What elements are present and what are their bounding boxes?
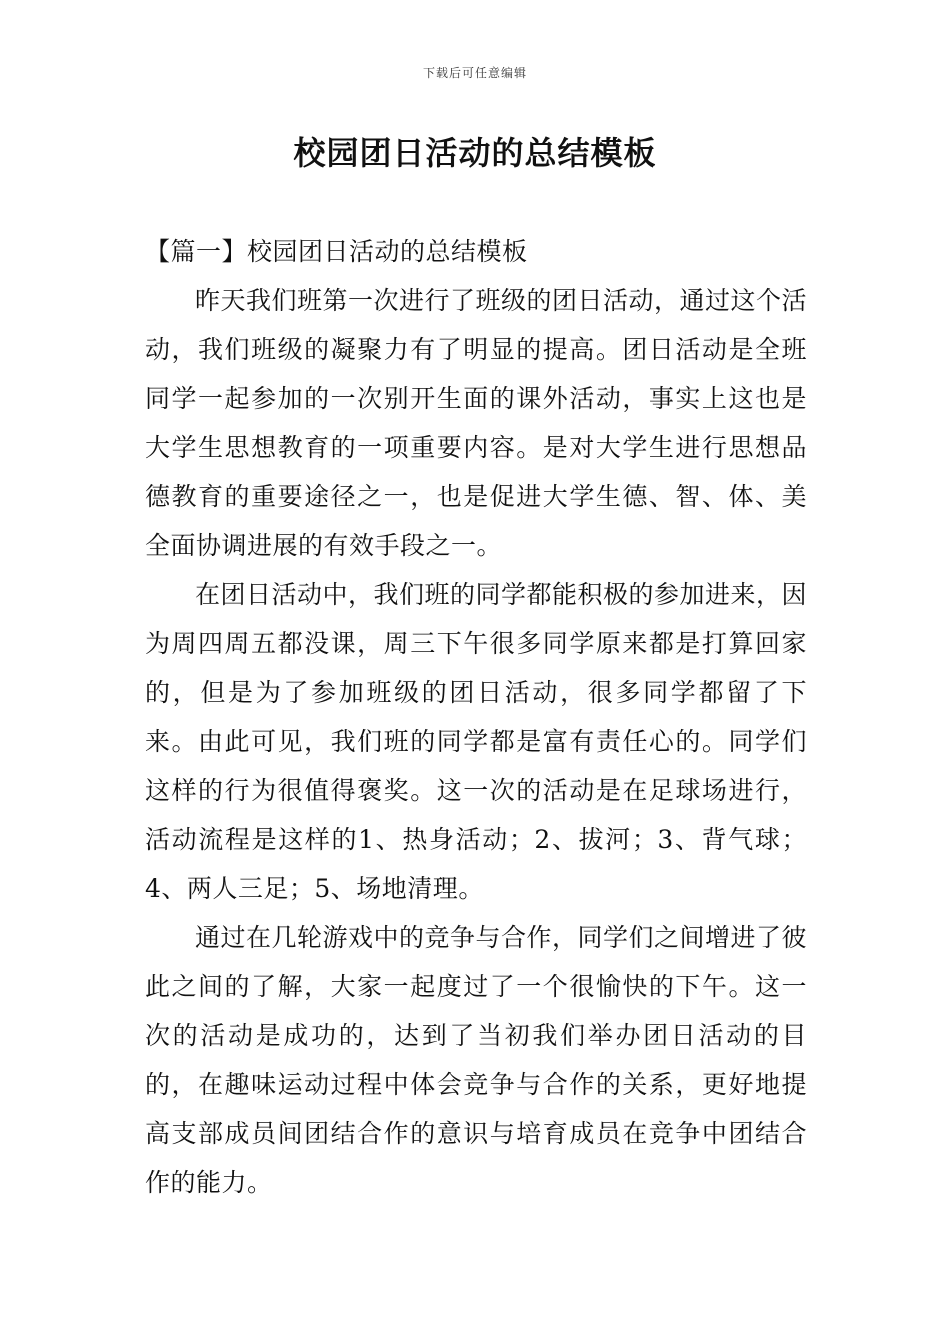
document-body [145,227,807,1207]
paragraph-1: 昨天我们班第一次进行了班级的团日活动，通过这个活动，我们班级的凝聚力有了明显的提高。团日活动是全班同学一起参加的一次别开生面的课外活动，事实上这也是大学生思想教育的一项重要内容。是对大学生进行思想品德教育的重要途径之一，也是促进大学生德、智、体、美全面协调进展的有效手段之一。 [145,286,808,560]
paragraph-2: 在团日活动中，我们班的同学都能积极的参加进来，因为周四周五都没课，周三下午很多同学原来都是打算回家的，但是为了参加班级的团日活动，很多同学都留了下来。由此可见，我们班的同学都是富有责任心的。同学们这样的行为很值得褒奖。这一次的活动是在足球场进行，活动流程是这样的1、热身活动；2、拔河；3、背气球；4、两人三足；5、场地清理。 [145,580,808,903]
paragraph-3: 通过在几轮游戏中的竞争与合作，同学们之间增进了彼此之间的了解，大家一起度过了一个很愉快的下午。这一次的活动是成功的，达到了当初我们举办团日活动的目的，在趣味运动过程中体会竞争与合作的关系，更好地提高支部成员间团结合作的意识与培育成员在竞争中团结合作的能力。 [145,923,808,1197]
header-note: 下载后可任意编辑 [422,66,527,80]
section-heading: 【篇一】校园团日活动的总结模板 [145,237,528,266]
document-title: 校园团日活动的总结模板 [293,134,657,172]
